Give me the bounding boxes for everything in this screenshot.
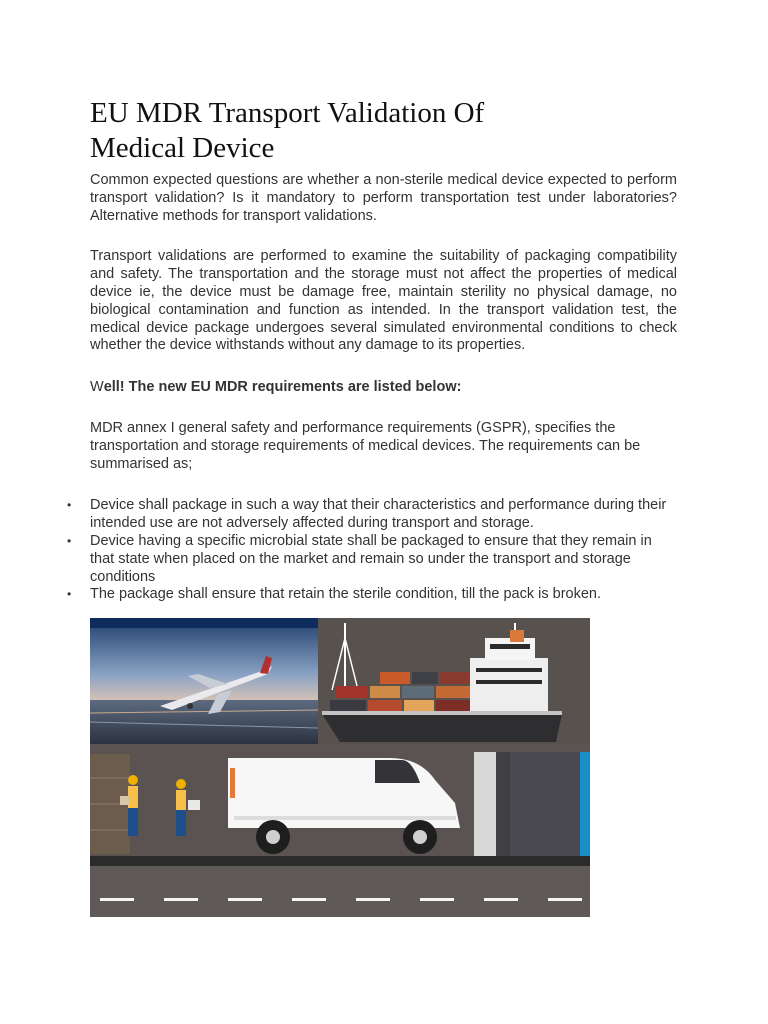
heading-prefix: W xyxy=(90,379,104,396)
list-item xyxy=(67,532,677,586)
road xyxy=(90,856,590,917)
requirements-list xyxy=(67,497,677,604)
bullet-icon: • xyxy=(67,533,72,548)
title-line-2: Medical Device xyxy=(90,132,275,164)
list-item-text: Device having a specific microbial state shall be packaged to ensure that they remain in that state when placed on the market and remain so under the transport and storage conditions xyxy=(90,532,652,585)
requirements-heading xyxy=(90,379,677,397)
list-item xyxy=(67,586,677,604)
list-item-text: The package shall ensure that retain the sterile condition, till the pack is broken. xyxy=(90,586,602,603)
article xyxy=(67,96,677,604)
page-title xyxy=(90,96,677,166)
bullet-icon: • xyxy=(67,498,72,513)
transport-illustration xyxy=(90,618,590,917)
airplane-panel xyxy=(90,618,318,744)
bullet-icon: • xyxy=(67,587,72,602)
list-item xyxy=(67,497,677,533)
transport-validation-paragraph: Transport validations are performed to examine the suitability of packaging compatibility and safety. The transportation and the storage must not affect the properties of medical device ie, the device must be damage free, maintain sterility no physical damage, no biological contamination and function as intended. In the transport validation test, the medical device package undergoes several simulated environmental conditions to check whether the device withstands without any damage to its properties. xyxy=(90,248,677,354)
intro-paragraph: Common expected questions are whether a non-sterile medical device expected to perform transport validation? Is it mandatory to perform transportation test under laboratories? Alternative methods for transport validations. xyxy=(90,172,677,224)
title-line-1: EU MDR Transport Validation Of xyxy=(90,97,485,129)
list-item-text: Device shall package in such a way that their characteristics and performance during their intended use are not adversely affected during transport and storage. xyxy=(90,497,667,532)
heading-rest: ell! The new EU MDR requirements are listed below: xyxy=(103,379,462,396)
van-panel xyxy=(90,744,590,856)
gspr-paragraph: MDR annex I general safety and performance requirements (GSPR), specifies the transportation and storage requirements of medical devices. The requirements can be summarised as; xyxy=(90,419,641,472)
ship-panel xyxy=(318,618,590,744)
